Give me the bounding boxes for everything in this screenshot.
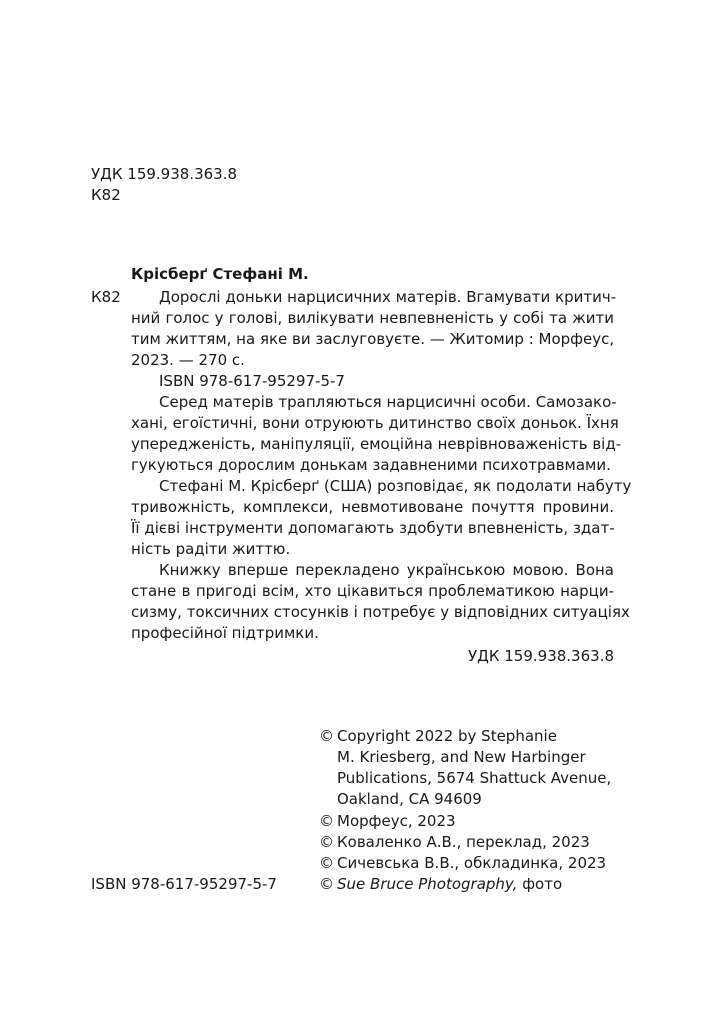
copyright-original-line: M. Kriesberg, and New Harbinger — [337, 748, 586, 766]
annotation-line: стане в пригоді всім, хто цікавиться проблематикою нарци- — [131, 582, 614, 600]
annotation-line: упередженість, маніпуляції, емоційна неврівноваженість від- — [131, 435, 622, 453]
copyright-original-line: Publications, 5674 Shattuck Avenue, — [337, 769, 612, 787]
author-name: Крісберґ Стефані М. — [131, 265, 309, 283]
description-line: 2023. — 270 с. — [131, 351, 245, 369]
description-line: Дорослі доньки нарцисичних матерів. Вгамувати критич- — [159, 288, 617, 306]
description-line: тим життям, на яке ви заслуговуєте. — Житомир : Морфеус, — [131, 330, 615, 348]
isbn-line: ISBN 978-617-95297-5-7 — [159, 372, 345, 390]
annotation-line: професійної підтримки. — [131, 624, 319, 642]
annotation-line: сизму, токсичних стосунків і потребує у відповідних ситуаціях — [131, 603, 630, 621]
copyright-photo — [319, 874, 562, 894]
copyright-symbol: © — [319, 727, 334, 745]
copyright-original: © Copyright 2022 by Stephanie — [319, 727, 557, 745]
udk-header: УДК 159.938.363.8 — [91, 165, 238, 183]
copyright-symbol: © — [319, 833, 334, 851]
description-line: ний голос у голові, вилікувати невпевненість у собі та жити — [131, 309, 614, 327]
classification-code: К82 — [91, 186, 121, 204]
copyright-translation: © Коваленко А.В., переклад, 2023 — [319, 833, 590, 851]
annotation-line: Серед матерів трапляються нарцисичні особи. Самозако- — [159, 393, 617, 411]
photo-credit: Sue Bruce Photography, — [337, 875, 518, 893]
annotation-line: Її дієві інструменти допомагають здобути впевненість, здат- — [131, 519, 615, 537]
copyright-publisher: © Морфеус, 2023 — [319, 812, 456, 830]
annotation-line: хані, егоїстичні, вони отруюють дитинство своїх доньок. Їхня — [131, 414, 619, 432]
annotation-line: ність радіти життю. — [131, 540, 291, 558]
annotation-line: тривожність, комплекси, невмотивоване почуття провини. — [131, 498, 614, 516]
photo-word: фото — [522, 875, 563, 893]
copyright-symbol: © — [319, 854, 334, 872]
udk-footer: УДК 159.938.363.8 — [467, 647, 614, 665]
copyright-symbol: © — [319, 812, 334, 830]
annotation-line: Стефані М. Крісберґ (США) розповідає, як подолати набуту — [159, 477, 632, 495]
annotation-line: гукуються дорослим донькам задавненими психотравмами. — [131, 456, 611, 474]
entry-code: К82 — [91, 288, 121, 306]
copyright-cover: © Сичевська В.В., обкладинка, 2023 — [319, 854, 607, 872]
copyright-symbol: © — [319, 875, 334, 893]
isbn-footer: ISBN 978-617-95297-5-7 — [91, 875, 277, 893]
copyright-original-line: Oakland, CA 94609 — [337, 790, 482, 808]
annotation-line: Книжку вперше перекладено українською мовою. Вона — [159, 561, 614, 579]
